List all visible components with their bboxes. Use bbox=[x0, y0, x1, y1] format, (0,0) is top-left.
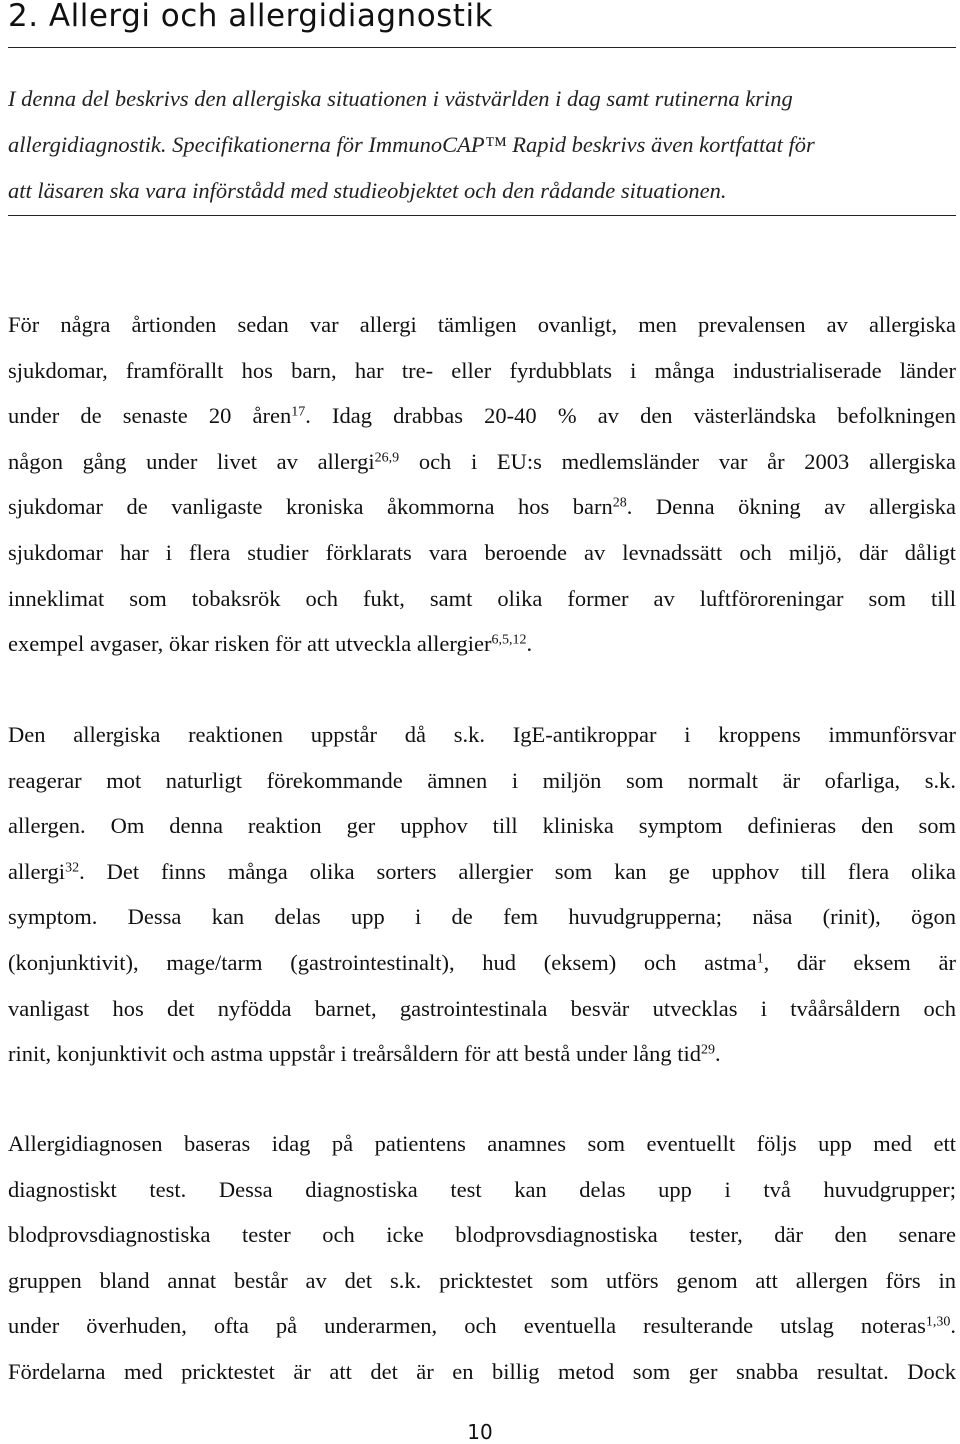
text-line bbox=[8, 1212, 956, 1258]
text-segment: Fördelarna med pricktestet är att det är en billig metod som ger snabba resultat. Dock bbox=[8, 1358, 956, 1384]
text-line bbox=[8, 1121, 956, 1167]
reference-superscript: 17 bbox=[291, 404, 306, 420]
text-line bbox=[8, 986, 956, 1032]
text-segment: rinit, konjunktivit och astma uppstår i treårsåldern för att bestå under lång tid bbox=[8, 1041, 701, 1067]
text-segment: . bbox=[950, 1313, 956, 1339]
text-segment: . Det finns många olika sorters allergier som kan ge upphov till flera olika bbox=[79, 858, 956, 884]
text-line bbox=[8, 576, 956, 622]
text-segment: sjukdomar de vanligaste kroniska åkommorna hos barn bbox=[8, 494, 613, 520]
reference-superscript: 32 bbox=[65, 860, 80, 876]
text-line bbox=[8, 393, 956, 439]
text-line bbox=[8, 302, 956, 348]
text-line bbox=[8, 849, 956, 895]
text-segment: . bbox=[714, 1041, 721, 1067]
text-segment: blodprovsdiagnostiska tester och icke blodprovsdiagnostiska tester, där den senare bbox=[8, 1222, 956, 1248]
text-line bbox=[8, 439, 956, 485]
text-segment: diagnostiskt test. Dessa diagnostiska test kan delas upp i två huvudgrupper; bbox=[8, 1176, 956, 1202]
text-line bbox=[8, 1258, 956, 1304]
page-number: 10 bbox=[467, 1420, 493, 1444]
text-segment: någon gång under livet av allergi bbox=[8, 448, 375, 474]
bottom-divider bbox=[8, 215, 956, 216]
intro-line: att läsaren ska vara införstådd med studieobjektet och den rådande situationen. bbox=[8, 178, 727, 203]
text-segment: . Denna ökning av allergiska bbox=[626, 494, 956, 520]
reference-superscript: 29 bbox=[700, 1042, 715, 1058]
text-line bbox=[8, 940, 956, 986]
intro-line: I denna del beskrivs den allergiska situationen i västvärlden i dag samt rutinerna kring bbox=[8, 86, 793, 111]
intro-line: allergidiagnostik. Specifikationerna för ImmunoCAP™ Rapid beskrivs även kortfattat för bbox=[8, 132, 815, 157]
top-divider bbox=[8, 47, 956, 48]
text-line bbox=[8, 621, 956, 667]
body-paragraph-2 bbox=[8, 712, 956, 1077]
intro-summary bbox=[8, 76, 952, 214]
text-line bbox=[8, 712, 956, 758]
text-segment: reagerar mot naturligt förekommande ämnen i miljön som normalt är ofarliga, s.k. bbox=[8, 767, 956, 793]
text-segment: sjukdomar har i flera studier förklarats vara beroende av levnadssätt och miljö, där dåligt bbox=[8, 539, 956, 565]
text-segment: under de senaste 20 åren bbox=[8, 403, 292, 429]
text-line bbox=[8, 803, 956, 849]
text-segment: inneklimat som tobaksrök och fukt, samt olika former av luftföroreningar som till bbox=[8, 585, 956, 611]
reference-superscript: 26,9 bbox=[374, 450, 400, 466]
text-segment: , där eksem är bbox=[763, 949, 956, 975]
text-line bbox=[8, 1303, 956, 1349]
text-segment: och i EU:s medlemsländer var år 2003 allergiska bbox=[399, 448, 957, 474]
text-line bbox=[8, 1349, 956, 1395]
reference-superscript: 1 bbox=[756, 951, 764, 967]
text-line bbox=[8, 1031, 956, 1077]
text-line bbox=[8, 530, 956, 576]
text-line bbox=[8, 484, 956, 530]
text-segment: under överhuden, ofta på underarmen, och eventuella resulterande utslag noteras bbox=[8, 1313, 926, 1339]
text-segment: allergen. Om denna reaktion ger upphov till kliniska symptom definieras den som bbox=[8, 813, 956, 839]
text-line bbox=[8, 1167, 956, 1213]
text-segment: (konjunktivit), mage/tarm (gastrointestinalt), hud (eksem) och astma bbox=[8, 949, 757, 975]
body-paragraph-3 bbox=[8, 1121, 956, 1395]
text-line bbox=[8, 348, 956, 394]
text-segment: allergi bbox=[8, 858, 66, 884]
reference-superscript: 1,30 bbox=[925, 1314, 951, 1330]
text-segment: vanligast hos det nyfödda barnet, gastrointestinala besvär utvecklas i tvåårsåldern och bbox=[8, 995, 956, 1021]
reference-superscript: 6,5,12 bbox=[491, 632, 527, 648]
reference-superscript: 28 bbox=[612, 495, 627, 511]
text-segment: symptom. Dessa kan delas upp i de fem huvudgrupperna; näsa (rinit), ögon bbox=[8, 904, 956, 930]
text-segment: sjukdomar, framförallt hos barn, har tre- eller fyrdubblats i många industrialiserade länder bbox=[8, 357, 956, 383]
body-paragraph-1 bbox=[8, 302, 956, 667]
text-line bbox=[8, 894, 956, 940]
text-segment: Den allergiska reaktionen uppstår då s.k. IgE-antikroppar i kroppens immunförsvar bbox=[8, 722, 956, 747]
text-segment: . bbox=[526, 631, 533, 657]
text-segment: Allergidiagnosen baseras idag på patientens anamnes som eventuellt följs upp med ett bbox=[8, 1131, 956, 1156]
text-line bbox=[8, 758, 956, 804]
text-segment: . Idag drabbas 20-40 % av den västerländska befolkningen bbox=[305, 403, 956, 429]
text-segment: exempel avgaser, ökar risken för att utveckla allergier bbox=[8, 631, 492, 657]
chapter-heading: 2. Allergi och allergidiagnostik bbox=[8, 0, 494, 34]
text-segment: För några årtionden sedan var allergi tämligen ovanligt, men prevalensen av allergiska bbox=[8, 312, 956, 337]
text-segment: gruppen bland annat består av det s.k. pricktestet som utförs genom att allergen förs in bbox=[8, 1267, 956, 1293]
